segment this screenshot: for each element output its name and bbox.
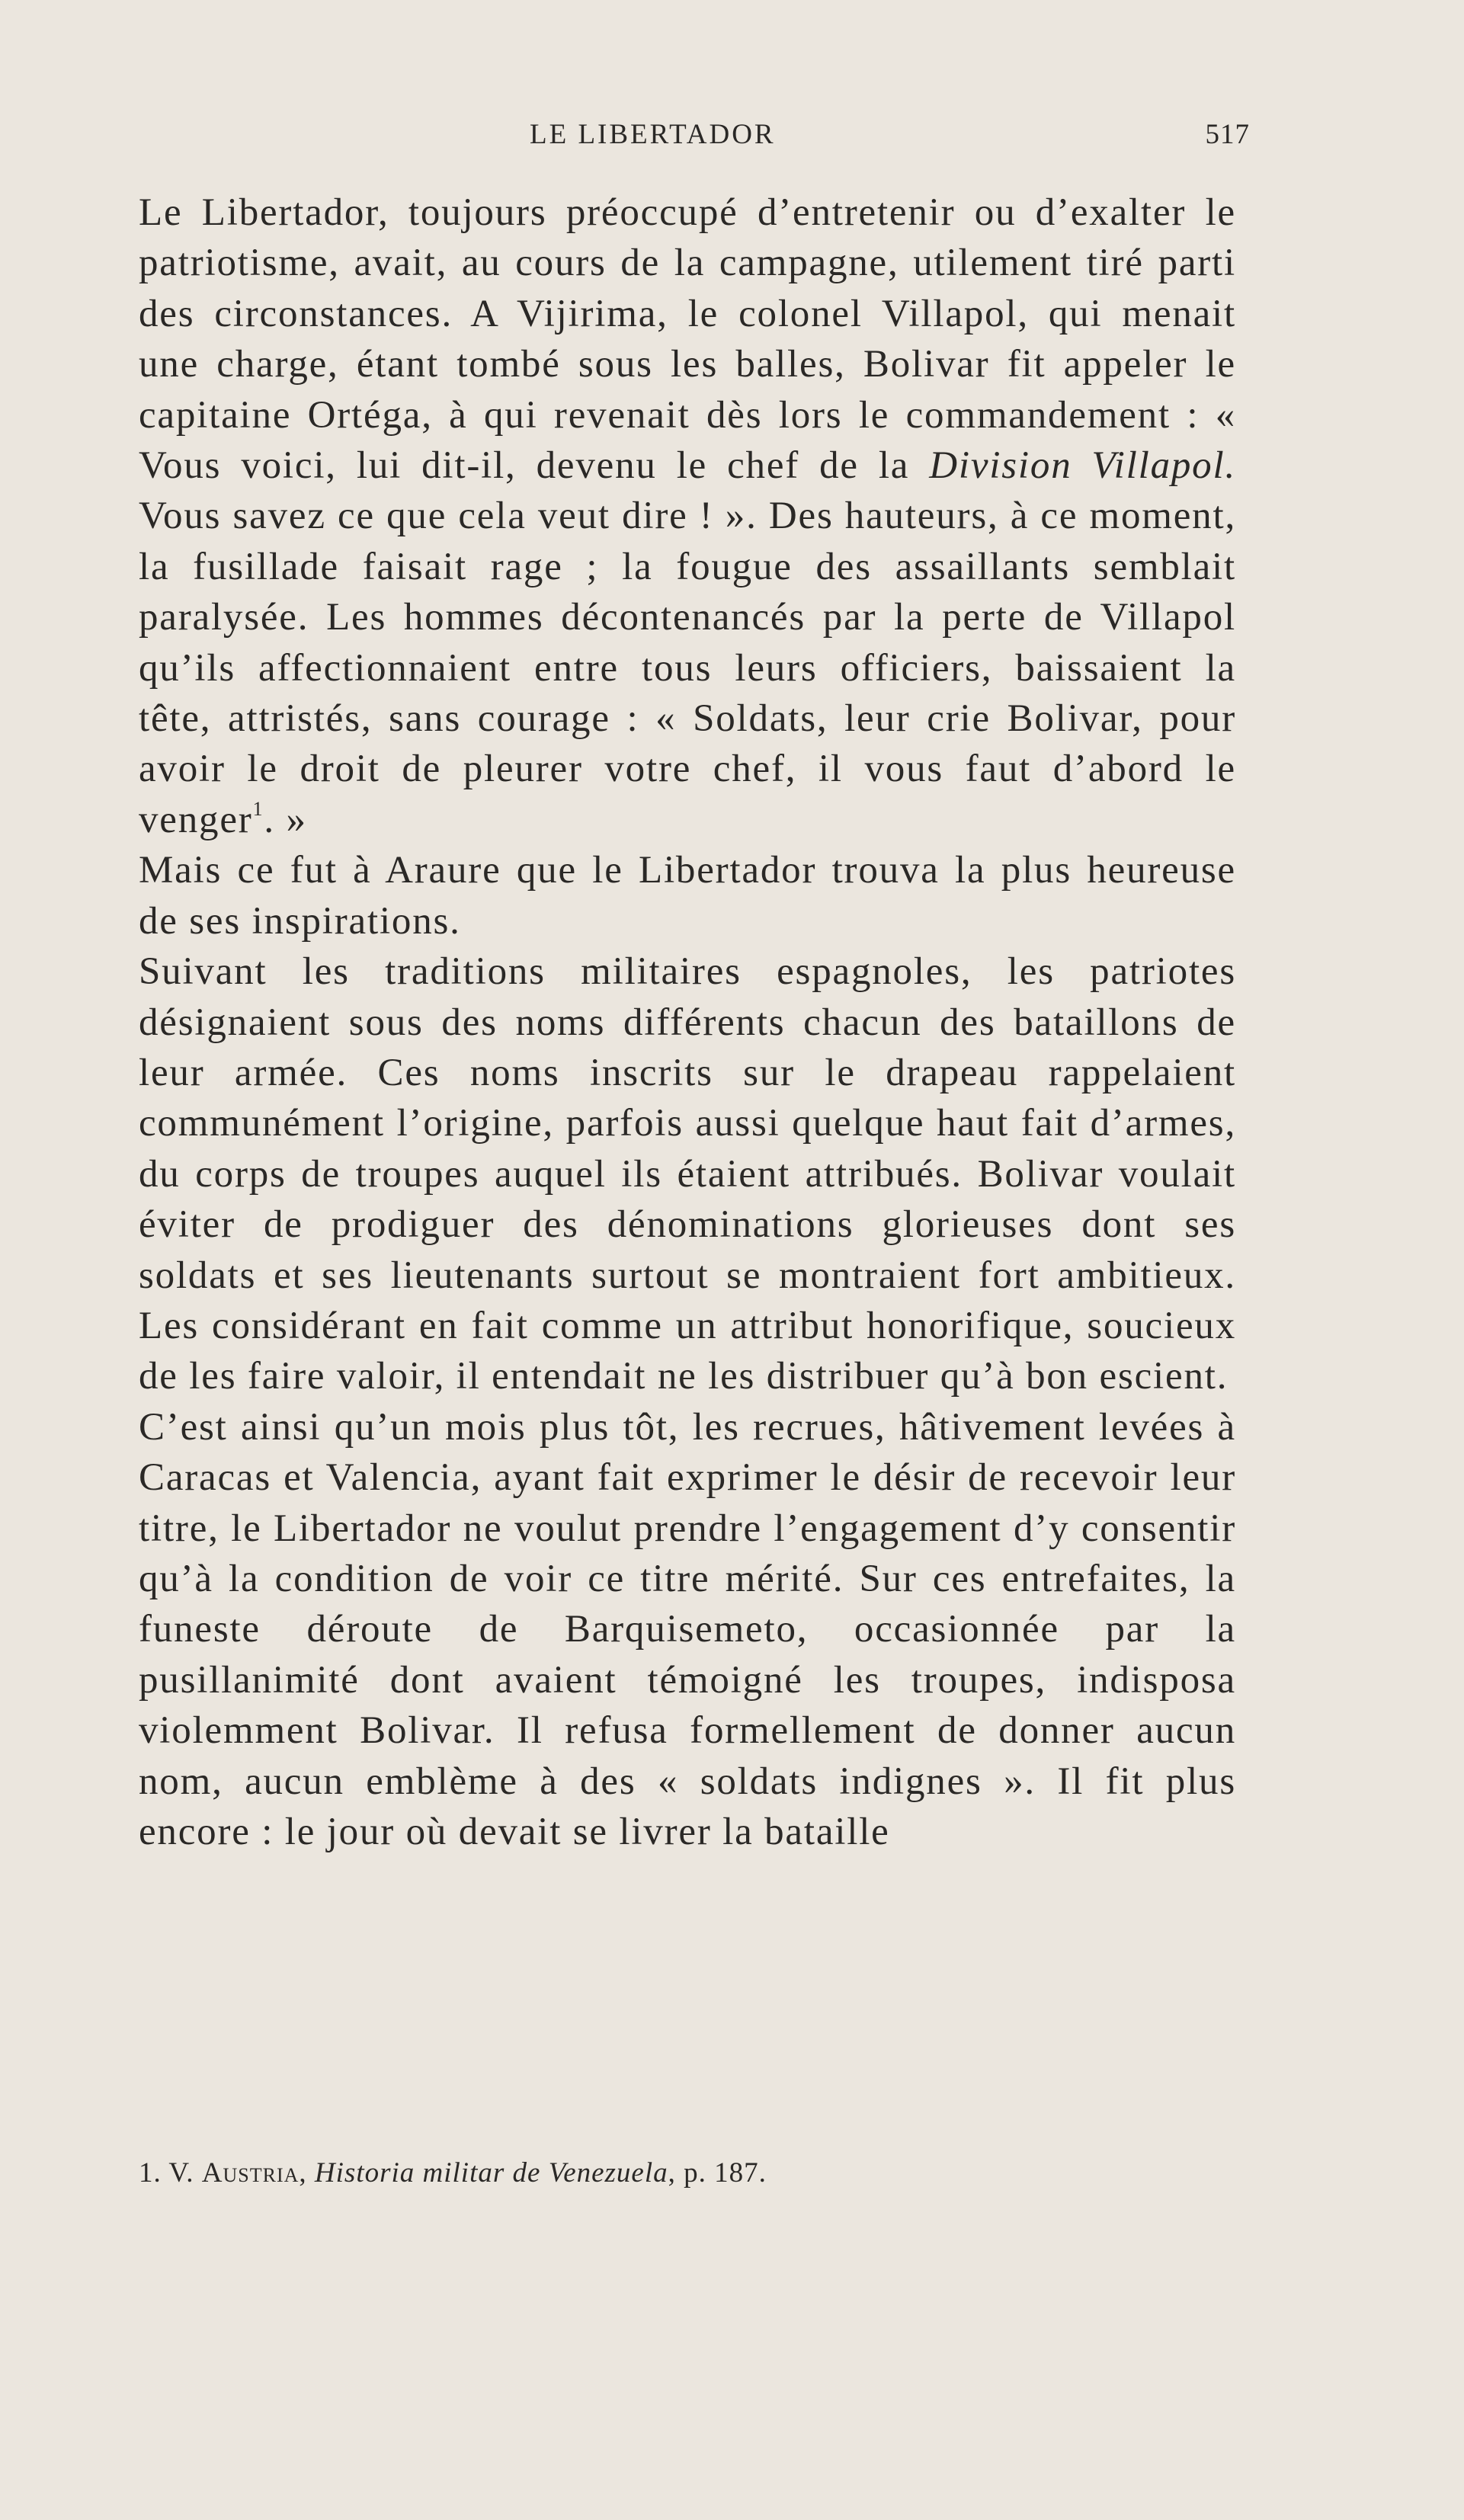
footnote: 1. V. Austria, Historia militar de Venezuela, p. 187. xyxy=(139,2157,767,2189)
page-number: 517 xyxy=(1205,119,1250,150)
paragraph-1-text-c: . » xyxy=(264,798,307,841)
paragraph-2: Mais ce fut à Araure que le Libertador trouva la plus heureuse de ses inspirations. xyxy=(139,849,1236,943)
footnote-number: 1. xyxy=(139,2157,162,2189)
paragraph-1-text-b: Vous savez ce que cela veut dire ! ». Des hauteurs, à ce moment, la fusillade faisait rage ; la fougue des assaillants semblait paralysée. Les hommes décontenancés par la perte de Villapol qu’ils affectionnaient entre tous leurs officiers, baissaient la tête, attristés, sans courage : « Soldats, leur crie Bolivar, pour avoir le droit de pleurer votre chef, il vous faut d’abord le venger xyxy=(139,495,1236,841)
paragraph-1 xyxy=(139,187,1236,845)
footnote-page: p. 187. xyxy=(684,2157,767,2189)
paragraph-1-text-a: Le Libertador, toujours préoccupé d’entretenir ou d’exalter le patriotisme, avait, au cours de la campagne, utilement tiré parti des circonstances. A Vijirima, le colonel Villapol, qui menait une charge, étant tombé sous les balles, Bolivar fit appeler le capitaine Ortéga, à qui revenait dès lors le commandement : « Vous voici, lui dit-il, devenu le chef de la xyxy=(139,191,1236,488)
running-header xyxy=(137,118,1250,156)
paragraph-3: Suivant les traditions militaires espagnoles, les patriotes désignaient sous des noms différents chacun des bataillons de leur armée. Ces noms inscrits sur le drapeau rappelaient communément l’origine, parfois aussi quelque haut fait d’armes, du corps de troupes auquel ils étaient attribués. Bolivar voulait éviter de prodiguer des dénominations glorieuses dont ses soldats et ses lieutenants surtout se montraient fort ambitieux. Les considérant en fait comme un attribut honorifique, soucieux de les faire valoir, il entendait ne les distribuer qu’à bon escient. xyxy=(139,950,1236,1398)
footnote-prefix: V. xyxy=(168,2157,194,2189)
division-name-italic: Division Villapol. xyxy=(929,444,1236,488)
footnote-author: Austria xyxy=(201,2157,300,2189)
footnote-marker: 1 xyxy=(252,797,264,820)
body-text xyxy=(139,187,1236,1857)
footnote-title: Historia militar de Venezuela xyxy=(314,2157,668,2189)
paragraph-4: C’est ainsi qu’un mois plus tôt, les recrues, hâtivement levées à Caracas et Valencia, ayant fait exprimer le désir de recevoir leur titre, le Libertador ne voulut prendre l’engagement d’y consentir qu’à la condition de voir ce titre mérité. Sur ces entrefaites, la funeste déroute de Barquisemeto, occasionnée par la pusillanimité dont avaient témoigné les troupes, indisposa violemment Bolivar. Il refusa formellement de donner aucun nom, aucun emblème à des « soldats indignes ». Il fit plus encore : le jour où devait se livrer la bataille xyxy=(139,1405,1236,1853)
running-title: LE LIBERTADOR xyxy=(530,119,776,150)
